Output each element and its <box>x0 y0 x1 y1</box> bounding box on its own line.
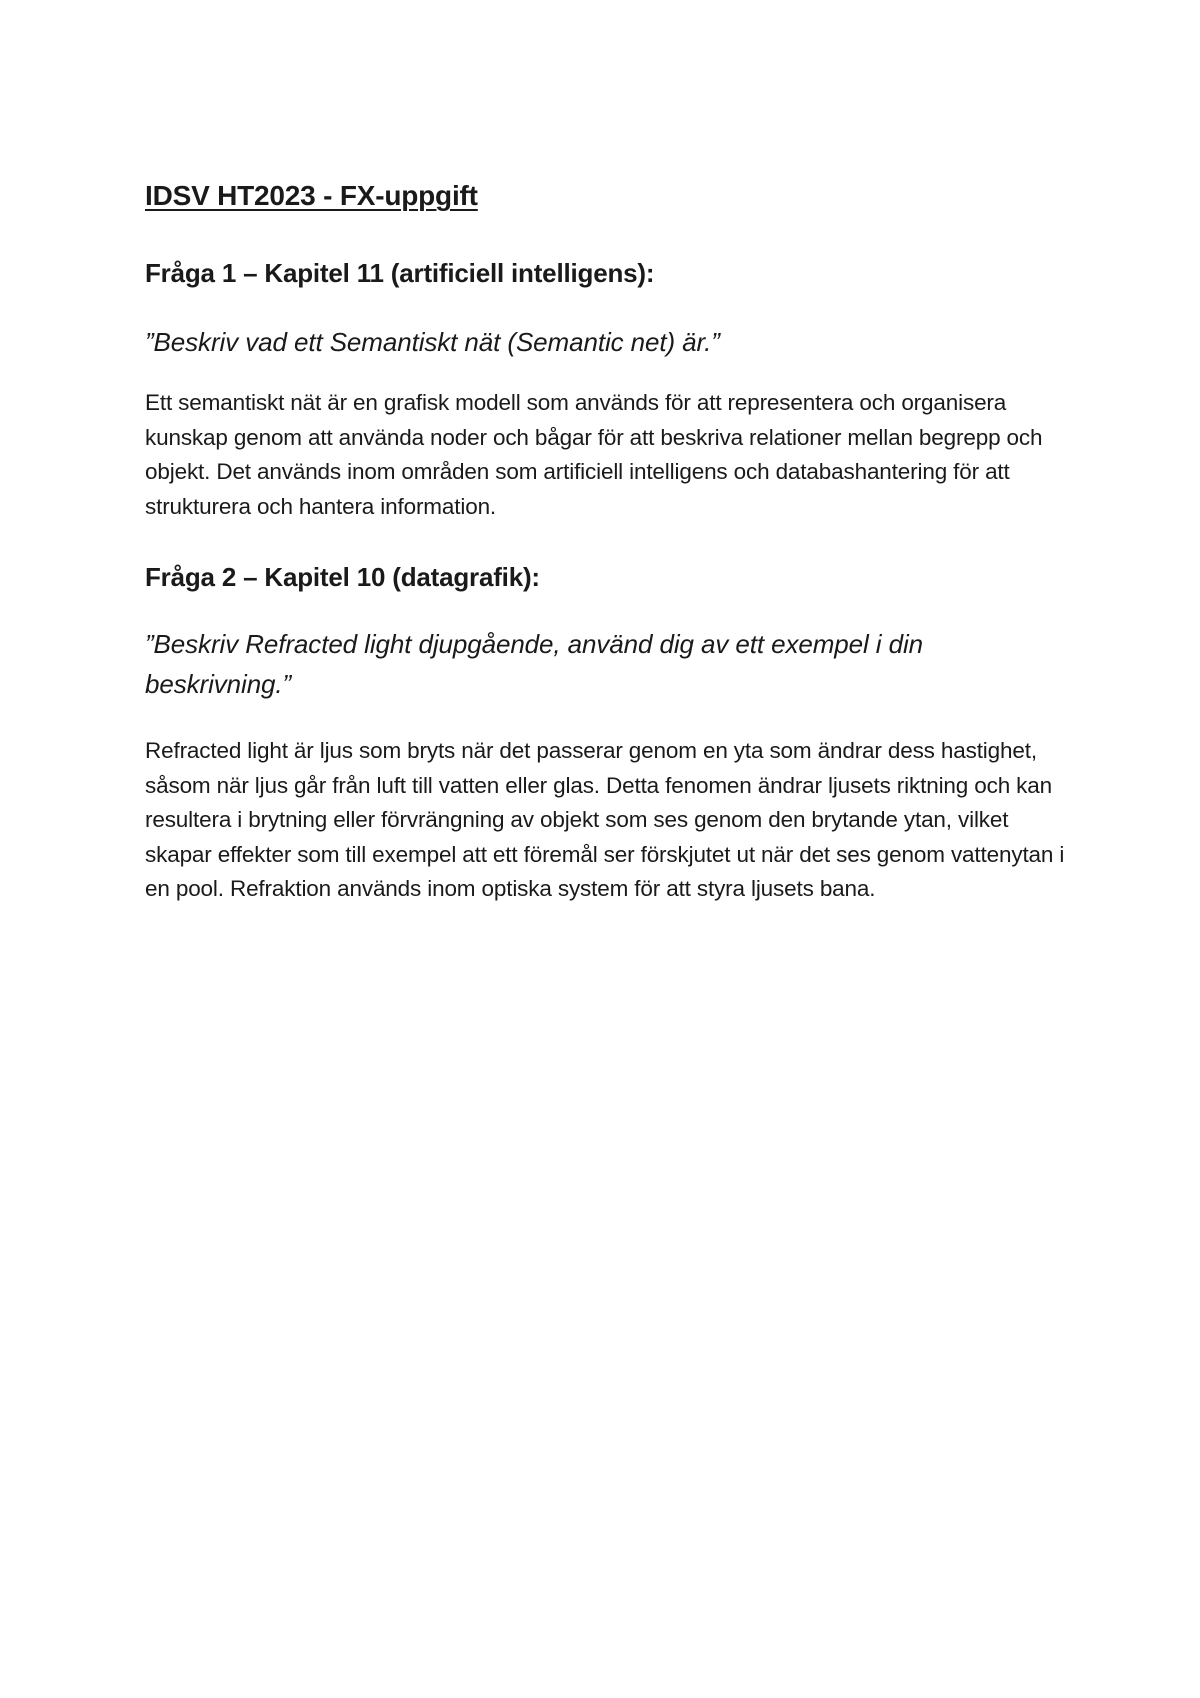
question-2-prompt: ”Beskriv Refracted light djupgående, använd dig av ett exempel i din beskrivning.” <box>145 629 923 699</box>
question-2-heading: Fråga 2 – Kapitel 10 (datagrafik): <box>145 562 540 592</box>
question-section-1 <box>145 256 1065 524</box>
question-section-2 <box>145 560 1065 907</box>
question-1-prompt: ”Beskriv vad ett Semantiskt nät (Semantic net) är.” <box>145 327 720 357</box>
question-1-heading: Fråga 1 – Kapitel 11 (artificiell intelligens): <box>145 258 655 288</box>
document-title: IDSV HT2023 - FX-uppgift <box>145 180 478 211</box>
question-2-answer: Refracted light är ljus som bryts när det passerar genom en yta som ändrar dess hastighet, såsom när ljus går från luft till vatten eller glas. Detta fenomen ändrar ljusets riktning och kan resultera i brytning eller förvrängning av objekt som ses genom den brytande ytan, vilket skapar effekter som till exempel att ett föremål ser förskjutet ut när det ses genom vattenytan i en pool. Refraktion används inom optiska system för att styra ljusets bana. <box>145 738 1065 901</box>
document-body <box>145 178 1065 907</box>
question-1-answer: Ett semantiskt nät är en grafisk modell som används för att representera och organisera kunskap genom att använda noder och bågar för att beskriva relationer mellan begrepp och objekt. Det används inom områden som artificiell intelligens och databashantering för att strukturera och hantera information. <box>145 390 1043 519</box>
